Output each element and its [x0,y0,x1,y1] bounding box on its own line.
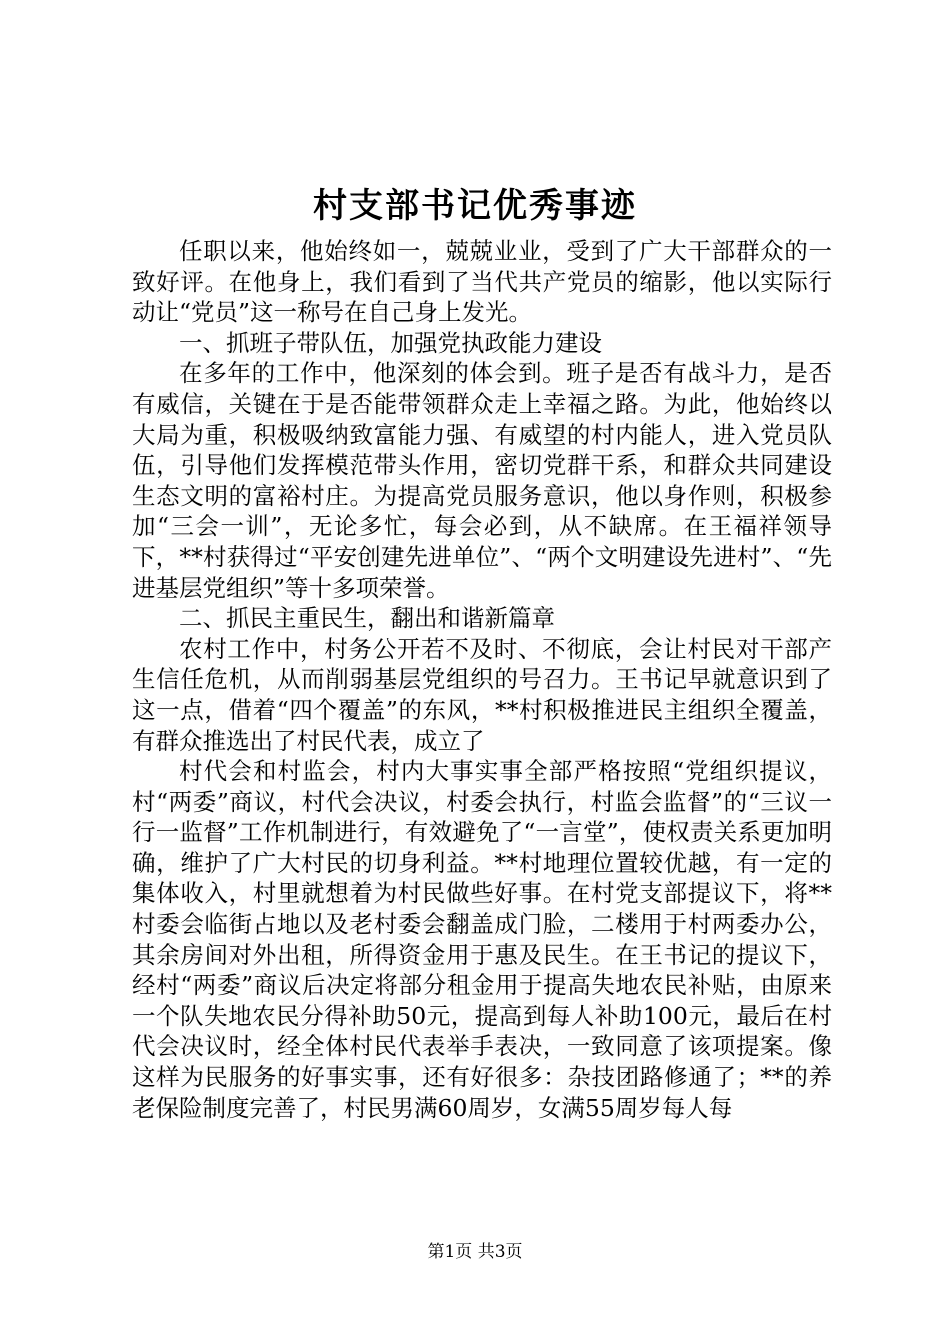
document-body [132,236,832,1123]
section-1-paragraph: 在多年的工作中，他深刻的体会到。班子是否有战斗力，是否有威信，关键在于是否能带领群众走上幸福之路。为此，他始终以大局为重，积极吸纳致富能力强、有威望的村内能人，进入党员队伍，引导他们发挥模范带头作用，密切党群干系，和群众共同建设生态文明的富裕村庄。为提高党员服务意识，他以身作则，积极参加“三会一训”，无论多忙，每会必到，从不缺席。在王福祥领导下，**村获得过“平安创建先进单位”、“两个文明建设先进村”、“先进基层党组织”等十多项荣誉。 [132,359,832,602]
section-2-paragraph-2: 村代会和村监会，村内大事实事全部严格按照“党组织提议，村“两委”商议，村代会决议，村委会执行，村监会监督”的“三议一行一监督”工作机制进行，有效避免了“一言堂”，使权责关系更加明确，维护了广大村民的切身利益。**村地理位置较优越，有一定的集体收入，村里就想着为村民做些好事。在村党支部提议下，将**村委会临街占地以及老村委会翻盖成门脸，二楼用于村两委办公，其余房间对外出租，所得资金用于惠及民生。在王书记的提议下，经村“两委”商议后决定将部分租金用于提高失地农民补贴，由原来一个队失地农民分得补助50元，提高到每人补助100元，最后在村代会决议时，经全体村民代表举手表决，一致同意了该项提案。像这样为民服务的好事实事，还有好很多：杂技团路修通了；**的养老保险制度完善了，村民男满60周岁，女满55周岁每人每 [132,757,832,1122]
page-footer: 第1页 共3页 [427,1242,523,1262]
section-heading-1: 一、抓班子带队伍，加强党执政能力建设 [179,328,602,357]
intro-paragraph: 任职以来，他始终如一，兢兢业业，受到了广大干部群众的一致好评。在他身上，我们看到了当代共产党员的缩影，他以实际行动让“党员”这一称号在自己身上发光。 [132,237,832,327]
section-heading-2: 二、抓民主重民生，翻出和谐新篇章 [179,604,555,633]
page-title: 村支部书记优秀事迹 [313,186,637,226]
section-2-paragraph-1: 农村工作中，村务公开若不及时、不彻底，会让村民对干部产生信任危机，从而削弱基层党组织的号召力。王书记早就意识到了这一点，借着“四个覆盖”的东风，**村积极推进民主组织全覆盖，有群众推选出了村民代表，成立了 [132,634,832,755]
